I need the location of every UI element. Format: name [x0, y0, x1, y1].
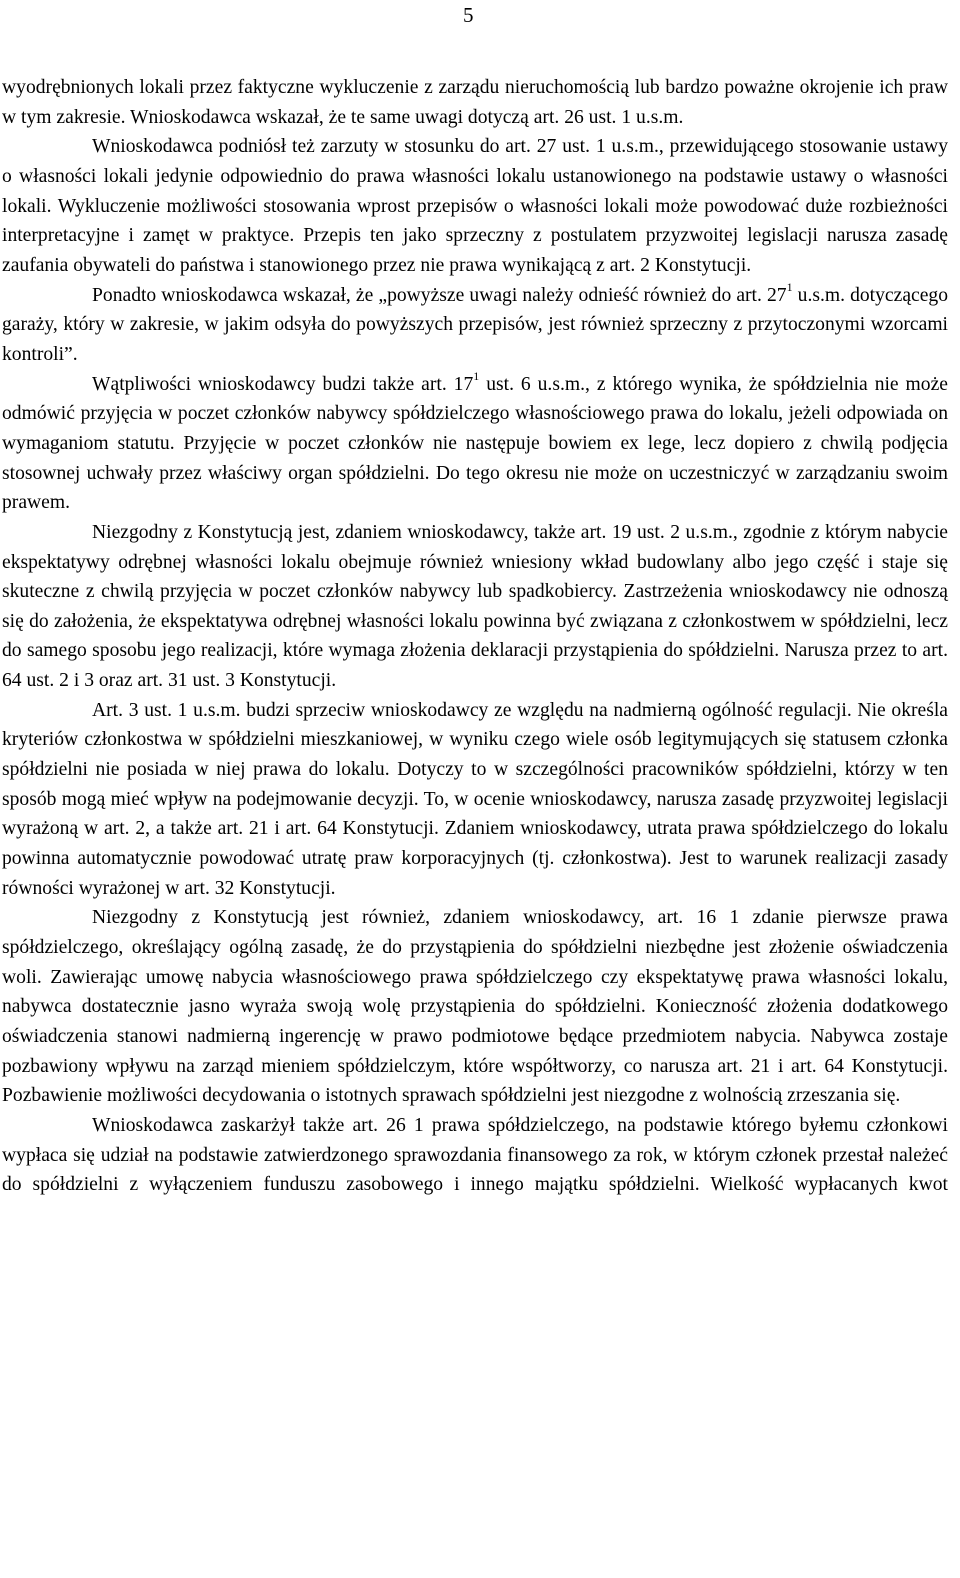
text-run: Art. 3 ust. 1 u.s.m. budzi sprzeciw wnioskodawcy ze względu na nadmierną ogólność regulacji. Nie określa kryteriów członkostwa w spółdzielni mieszkaniowej, w wyniku czego wiele osób legitymujących się statusem członka spółdzielni nie posiada w niej prawa do lokalu. Dotyczy to w szczególności pracowników spółdzielni, którzy w ten sposób mogą mieć wpływ na podejmowanie decyzji. To, w ocenie wnioskodawcy, narusza zasadę przyzwoitej legislacji wyrażoną w art. 2, a także art. 21 i art. 64 Konstytucji. Zdaniem wnioskodawcy, utrata prawa spółdzielczego do lokalu powinna automatycznie powodować utratę praw korporacyjnych (tj. członkostwa). Jest to warunek realizacji zasady równości wyrażonej w art. 32 Konstytucji.: [2, 699, 948, 899]
document-body: [2, 73, 948, 1200]
text-run: wyodrębnionych lokali przez faktyczne wykluczenie z zarządu nieruchomością lub bardzo poważne okrojenie ich praw w tym zakresie. Wnioskodawca wskazał, że te same uwagi dotyczą art. 26 ust. 1 u.s.m.: [2, 77, 948, 128]
paragraph: [2, 1111, 948, 1200]
page-number: 5: [463, 3, 474, 27]
paragraph: [2, 132, 948, 280]
text-run: Wnioskodawca podniósł też zarzuty w stosunku do art. 27 ust. 1 u.s.m., przewidującego stosowanie ustawy o własności lokali jedynie odpowiednio do prawa własności lokalu ustanowionego na podstawie ustawy o własności lokali. Wykluczenie możliwości stosowania wprost przepisów o własności lokali może powodować duże rozbieżności interpretacyjne i zamęt w praktyce. Przepis ten jako sprzeczny z postulatem przyzwoitej legislacji narusza zasadę zaufania obywateli do państwa i stanowionego przez nie prawa wynikającą z art. 2 Konstytucji.: [2, 136, 948, 276]
text-run: Ponadto wnioskodawca wskazał, że „powyższe uwagi należy odnieść również do art. 27: [92, 284, 787, 306]
paragraph: [2, 370, 948, 518]
paragraph: [2, 73, 948, 132]
paragraph: [2, 518, 948, 696]
paragraph: [2, 281, 948, 370]
text-run: Niezgodny z Konstytucją jest również, zdaniem wnioskodawcy, art. 16 1 zdanie pierwsze prawa spółdzielczego, określający ogólną zasadę, że do przystąpienia do spółdzielni niezbędne jest złożenie oświadczenia woli. Zawierając umowę nabycia własnościowego prawa spółdzielczego czy ekspektatywę prawa własności lokalu, nabywca dostatecznie jasno wyraża swoją wolę przystąpienia do spółdzielni. Konieczność złożenia dodatkowego oświadczenia stanowi nadmierną ingerencję w prawo podmiotowe będące przedmiotem nabycia. Nabywca zostaje pozbawiony wpływu na zarząd mieniem spółdzielczym, które współtworzy, co narusza art. 21 i art. 64 Konstytucji. Pozbawienie możliwości decydowania o istotnych sprawach spółdzielni jest niezgodne z wolnością zrzeszania się.: [2, 907, 948, 1107]
paragraph: [2, 696, 948, 904]
text-run: Niezgodny z Konstytucją jest, zdaniem wnioskodawcy, także art. 19 ust. 2 u.s.m., zgodnie z którym nabycie ekspektatywy odrębnej własności lokalu obejmuje również wniesiony wkład budowlany albo jego część i staje się skuteczne z chwilą przyjęcia w poczet członków nabywcy lub spadkobiercy. Zastrzeżenia wnioskodawcy nie odnoszą się do założenia, że ekspektatywa odrębnej własności lokalu powinna być związana z członkostwem w spółdzielni, lecz do samego sposobu jego realizacji, które wymaga złożenia deklaracji przystąpienia do spółdzielni. Narusza przez to art. 64 ust. 2 i 3 oraz art. 31 ust. 3 Konstytucji.: [2, 521, 948, 692]
text-run: Wnioskodawca zaskarżył także art. 26 1 prawa spółdzielczego, na podstawie którego byłemu członkowi wypłaca się udział na podstawie zatwierdzonego sprawozdania finansowego za rok, w którym członek przestał należeć do spółdzielni z wyłączeniem funduszu zasobowego i innego majątku spółdzielni. Wielkość wypłacanych kwot: [2, 1114, 948, 1196]
paragraph: [2, 903, 948, 1111]
text-run: u.s.m. dotyczącego garaży, który w zakresie, w jakim odsyła do powyższych przepisów, jest również sprzeczny z przytoczonymi wzorcami kontroli”.: [2, 284, 948, 365]
text-run: Wątpliwości wnioskodawcy budzi także art. 17: [92, 373, 474, 395]
text-run: ust. 6 u.s.m., z którego wynika, że spółdzielnia nie może odmówić przyjęcia w poczet członków nabywcy spółdzielczego własnościowego prawa do lokalu, jeżeli odpowiada on wymaganiom statutu. Przyjęcie w poczet członków nie następuje bowiem ex lege, lecz dopiero z chwilą podjęcia stosownej uchwały przez właściwy organ spółdzielni. Do tego okresu nie może on uczestniczyć w zarządzaniu swoim prawem.: [2, 373, 948, 514]
superscript: 1: [786, 280, 793, 295]
superscript: 1: [473, 369, 480, 384]
